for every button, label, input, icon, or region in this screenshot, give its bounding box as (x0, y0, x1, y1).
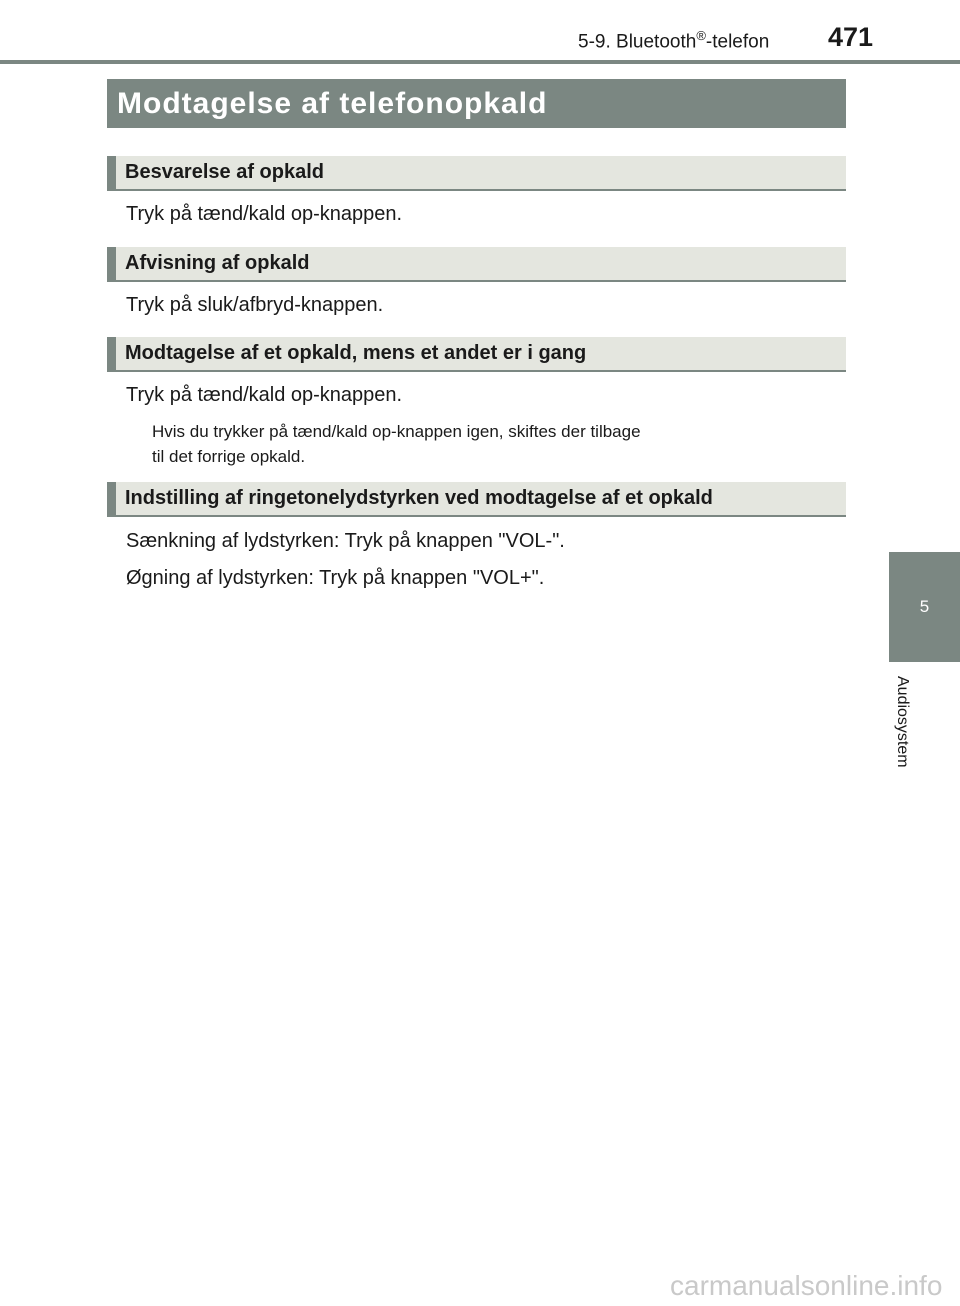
watermark: carmanualsonline.info (670, 1270, 943, 1301)
paragraph-volume-up: Øgning af lydstyrken: Tryk på knappen "VOL+". (126, 567, 545, 589)
chapter-label: Audiosystem (894, 676, 911, 768)
section-heading-call-waiting: Modtagelse af et opkald, mens et andet er i gang (107, 337, 846, 372)
section-suffix: -telefon (705, 31, 770, 53)
section-heading-ringtone-volume: Indstilling af ringetonelydstyrken ved modtagelse af et opkald (107, 482, 846, 517)
section-prefix: 5-9. Bluetooth (578, 31, 697, 53)
registered-mark: ® (696, 28, 706, 43)
note-call-waiting (152, 419, 792, 469)
paragraph-volume-down: Sænkning af lydstyrken: Tryk på knappen "VOL-". (126, 530, 565, 552)
chapter-number: 5 (919, 597, 930, 616)
chapter-tab (889, 552, 960, 662)
page-number: 471 (828, 22, 874, 52)
section-heading-reject: Afvisning af opkald (107, 247, 846, 282)
page-title: Modtagelse af telefonopkald (107, 79, 846, 128)
paragraph-answer: Tryk på tænd/kald op-knappen. (126, 203, 403, 225)
section-header (578, 28, 769, 53)
paragraph-call-waiting: Tryk på tænd/kald op-knappen. (126, 384, 403, 406)
note-line: til det forrige opkald. (152, 447, 306, 466)
paragraph-reject: Tryk på sluk/afbryd-knappen. (126, 294, 384, 316)
note-line: Hvis du trykker på tænd/kald op-knappen igen, skiftes der tilbage (152, 422, 641, 441)
header-divider (0, 60, 960, 64)
section-heading-answer: Besvarelse af opkald (107, 156, 846, 191)
chapter-label-box (893, 676, 923, 816)
